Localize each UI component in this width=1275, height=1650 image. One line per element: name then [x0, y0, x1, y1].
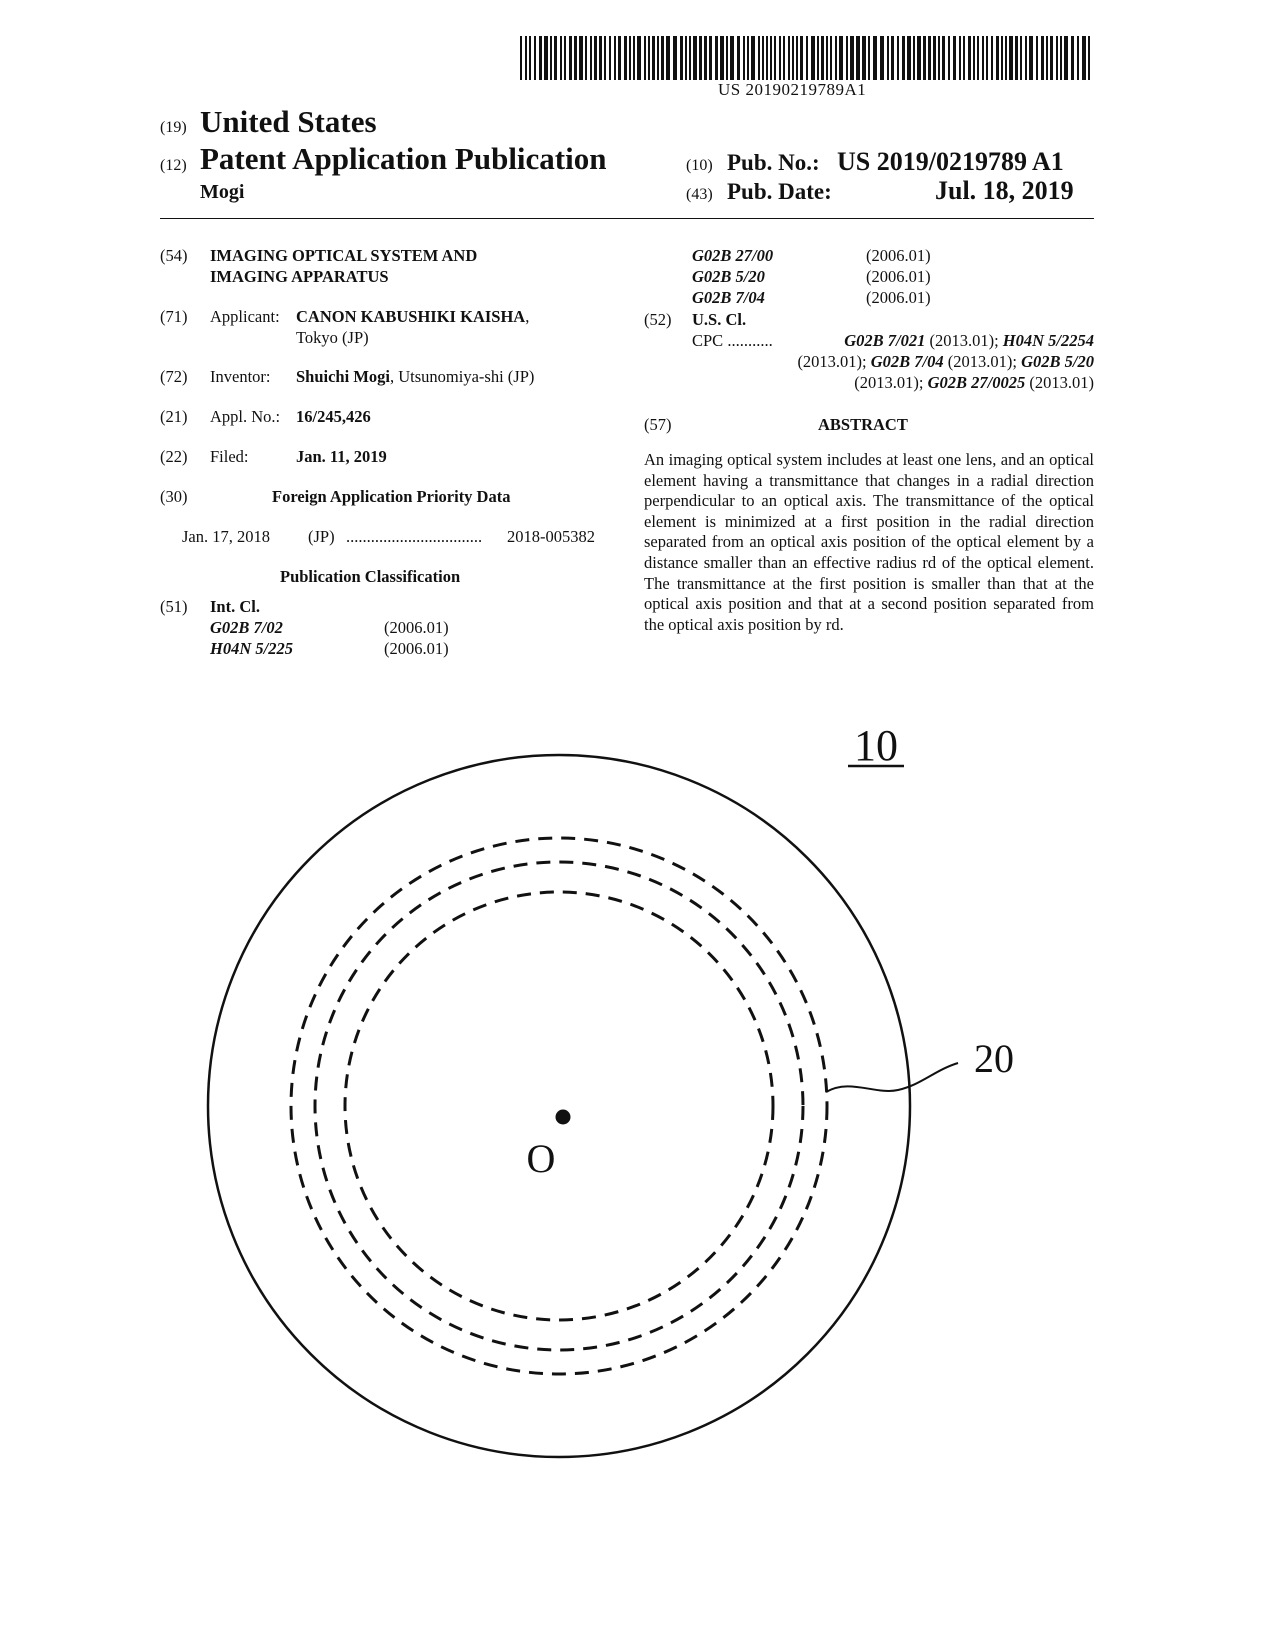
intcl-class-4: G02B 5/20	[692, 267, 765, 286]
intcl-class-3: G02B 27/00	[692, 246, 774, 265]
pub-no-code: (10)	[686, 157, 713, 174]
cpc-version-1: (2013.01);	[929, 331, 999, 350]
intcl-version-5: (2006.01)	[866, 288, 931, 307]
applicant-code: (71)	[160, 307, 188, 326]
barcode-graphic	[520, 36, 1094, 80]
appl-number: 16/245,426	[296, 407, 371, 426]
cpc-version-4: (2013.01);	[854, 373, 924, 392]
figure-reference-20: 20	[974, 1036, 1014, 1081]
document-type: Patent Application Publication	[200, 141, 607, 176]
cpc-codes-line-3	[700, 373, 1094, 394]
cpc-leader: ...........	[727, 331, 773, 350]
barcode-number: US 20190219789A1	[718, 80, 867, 99]
filed-label: Filed:	[210, 447, 249, 466]
intcl-code: (51)	[160, 597, 188, 616]
inventor-label: Inventor:	[210, 367, 271, 386]
intcl-version-1: (2006.01)	[384, 618, 449, 637]
inventor-location: , Utsunomiya-shi (JP)	[389, 367, 535, 386]
applicant-label: Applicant:	[210, 307, 280, 326]
cpc-label: CPC	[692, 331, 724, 350]
title-code: (54)	[160, 246, 188, 265]
intcl-class-2: H04N 5/225	[210, 639, 293, 658]
cpc-line-1	[692, 331, 773, 352]
cpc-code-1: G02B 7/021	[844, 331, 926, 350]
country-code: (19)	[160, 119, 187, 136]
priority-code: (30)	[160, 487, 188, 506]
inventor-surname: Mogi	[200, 181, 245, 203]
leader-line-20	[826, 1063, 958, 1092]
country-name: United States	[200, 104, 377, 139]
pub-date-value: Jul. 18, 2019	[935, 176, 1074, 205]
cpc-codes-line-2	[700, 352, 1094, 373]
pub-no-label: Pub. No.:	[727, 150, 820, 175]
intcl-label: Int. Cl.	[210, 597, 260, 616]
intcl-class-5: G02B 7/04	[692, 288, 765, 307]
publication-classification-heading: Publication Classification	[280, 567, 461, 586]
priority-number: 2018-005382	[507, 527, 595, 546]
pub-no-value: US 2019/0219789 A1	[837, 147, 1064, 176]
optical-axis-label: O	[526, 1136, 556, 1181]
uscl-code: (52)	[644, 310, 672, 329]
cpc-code-4: G02B 5/20	[1021, 352, 1094, 371]
pub-date-label: Pub. Date:	[727, 179, 832, 204]
cpc-version-2: (2013.01);	[797, 352, 867, 371]
dashed-ring-outer	[291, 838, 827, 1374]
abstract-code: (57)	[644, 415, 672, 434]
abstract-text: An imaging optical system includes at least one lens, and an optical element having a transmittance that changes in a radial direction perpendicular to an optical axis. The transmittance of the optical element is minimized at a first position in the radial direction separated from an optical axis position of the optical element by a distance smaller than an effective radius rd of the optical element. The transmittance at the first position is smaller than that at the optical axis position and that at a second position separated from the optical axis position by rd.	[644, 450, 1094, 634]
inventor-code: (72)	[160, 367, 188, 386]
filed-date: Jan. 11, 2019	[296, 447, 387, 466]
priority-date: Jan. 17, 2018	[182, 527, 270, 546]
figure-reference-10: 10	[854, 721, 898, 770]
priority-heading: Foreign Application Priority Data	[272, 487, 511, 506]
cpc-code-5: G02B 27/0025	[927, 373, 1026, 392]
intcl-version-2: (2006.01)	[384, 639, 449, 658]
dashed-ring-inner	[345, 892, 773, 1320]
cpc-code-3: G02B 7/04	[870, 352, 944, 371]
header-rule	[160, 218, 1094, 219]
appl-label: Appl. No.:	[210, 407, 281, 426]
uscl-label: U.S. Cl.	[692, 310, 747, 329]
title-line-2: IMAGING APPARATUS	[210, 267, 389, 286]
inventor-name: Shuichi Mogi	[296, 367, 390, 386]
cpc-codes-line-1	[800, 331, 1094, 352]
cpc-code-2: H04N 5/2254	[1002, 331, 1094, 350]
patent-figure	[0, 720, 1275, 1540]
appl-code: (21)	[160, 407, 188, 426]
priority-leader: .................................	[346, 527, 483, 546]
intcl-version-4: (2006.01)	[866, 267, 931, 286]
cpc-version-5: (2013.01)	[1029, 373, 1094, 392]
applicant-name-line: CANON KABUSHIKI KAISHA,	[296, 307, 530, 326]
optical-axis-point	[556, 1110, 571, 1125]
applicant-name: CANON KABUSHIKI KAISHA	[296, 307, 526, 326]
dashed-ring-middle	[315, 862, 803, 1350]
intcl-version-3: (2006.01)	[866, 246, 931, 265]
filed-code: (22)	[160, 447, 188, 466]
document-type-code: (12)	[160, 157, 187, 174]
abstract-heading: ABSTRACT	[818, 415, 908, 434]
inventor-line	[296, 367, 534, 388]
outer-lens-circle	[208, 755, 910, 1457]
title-line-1: IMAGING OPTICAL SYSTEM AND	[210, 246, 478, 265]
intcl-class-1: G02B 7/02	[210, 618, 283, 637]
priority-country: (JP)	[308, 527, 335, 546]
pub-date-code: (43)	[686, 186, 713, 203]
cpc-version-3: (2013.01);	[947, 352, 1017, 371]
applicant-location: Tokyo (JP)	[296, 328, 369, 347]
